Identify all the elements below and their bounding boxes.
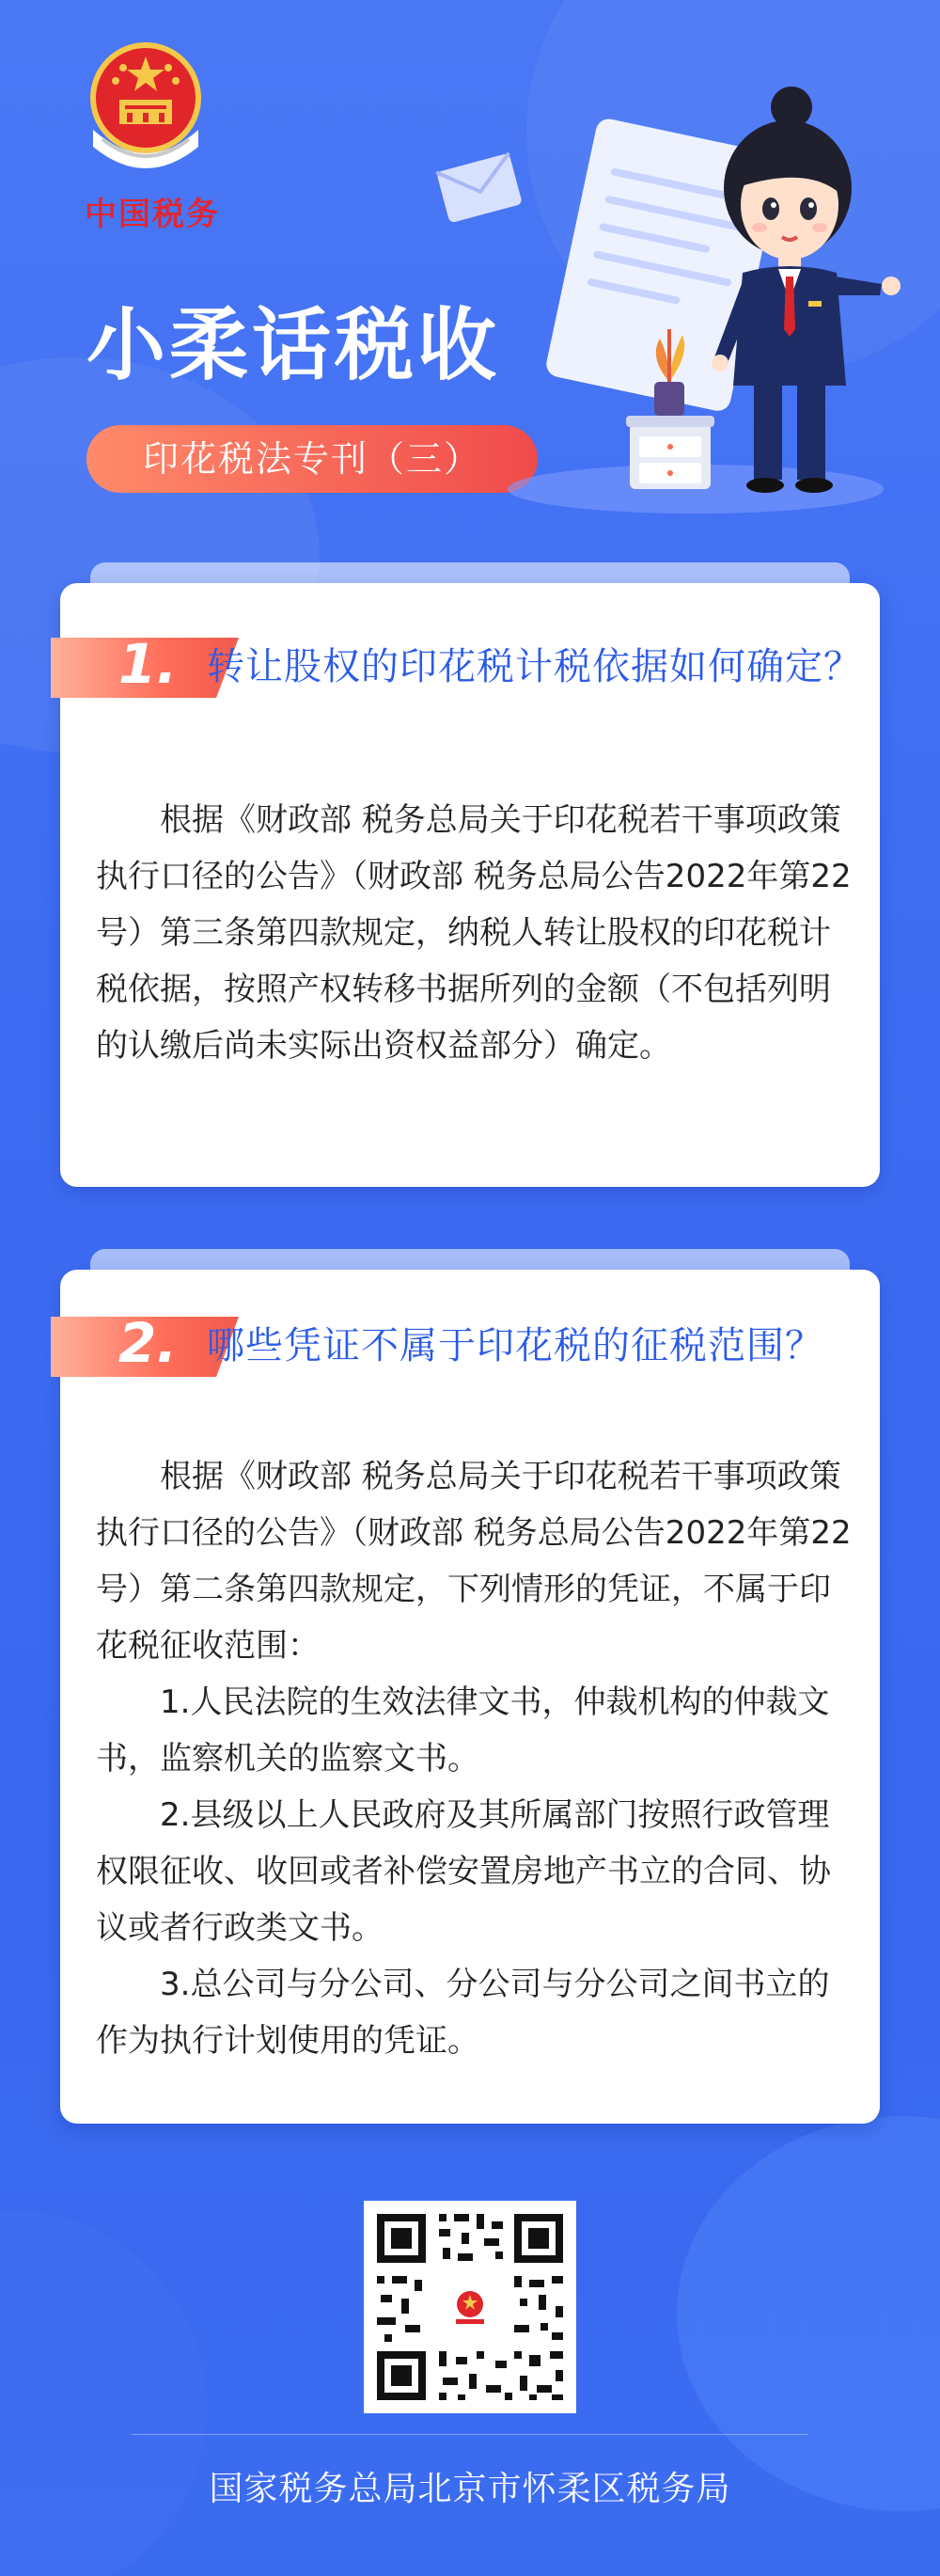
brand-text: 中国税务 (85, 196, 220, 233)
answer-paragraph: 根据《财政部 税务总局关于印花税若干事项政策执行口径的公告》（财政部 税务总局公告2022年第22号）第三条第四款规定，纳税人转让股权的印花税计税依据，按照产权转移书据所列的金额（不包括列明的认缴后尚未实际出资权益部分）确定。 (96, 801, 852, 1065)
page-title: 小柔话税收 (86, 299, 501, 391)
footer-organization: 国家税务总局北京市怀柔区税务局 (209, 2470, 731, 2508)
answer-list-item: 3.总公司与分公司、分公司与分公司之间书立的作为执行计划使用的凭证。 (96, 1966, 830, 2060)
answer-list-item: 1.人民法院的生效法律文书，仲裁机构的仲裁文书，监察机关的监察文书。 (96, 1683, 830, 1778)
bg-decoration (0, 2210, 207, 2576)
national-emblem-icon (70, 36, 221, 186)
qa-card-1 (60, 583, 880, 1187)
question-number: 2. (118, 1311, 178, 1375)
subtitle-badge: 印花税法专刊（三） (86, 425, 538, 493)
qr-code-icon[interactable] (364, 2201, 576, 2413)
bg-decoration (677, 2116, 940, 2511)
question-text: 转让股权的印花税计税依据如何确定？ (207, 645, 862, 688)
answer-text (96, 1448, 854, 2069)
tax-officer-illustration (414, 75, 940, 527)
footer-divider (132, 2434, 808, 2435)
question-number: 1. (118, 632, 178, 696)
question-text: 哪些凭证不属于印花税的征税范围？ (207, 1324, 823, 1367)
answer-list-item: 2.县级以上人民政府及其所属部门按照行政管理权限征收、收回或者补偿安置房地产书立的合同、协议或者行政类文书。 (96, 1796, 831, 1947)
qa-card-2 (60, 1270, 880, 2124)
answer-paragraph: 根据《财政部 税务总局关于印花税若干事项政策执行口径的公告》（财政部 税务总局公告2022年第22号）第二条第四款规定，下列情形的凭证，不属于印花税征收范围： (96, 1458, 852, 1665)
answer-text (96, 792, 854, 1074)
